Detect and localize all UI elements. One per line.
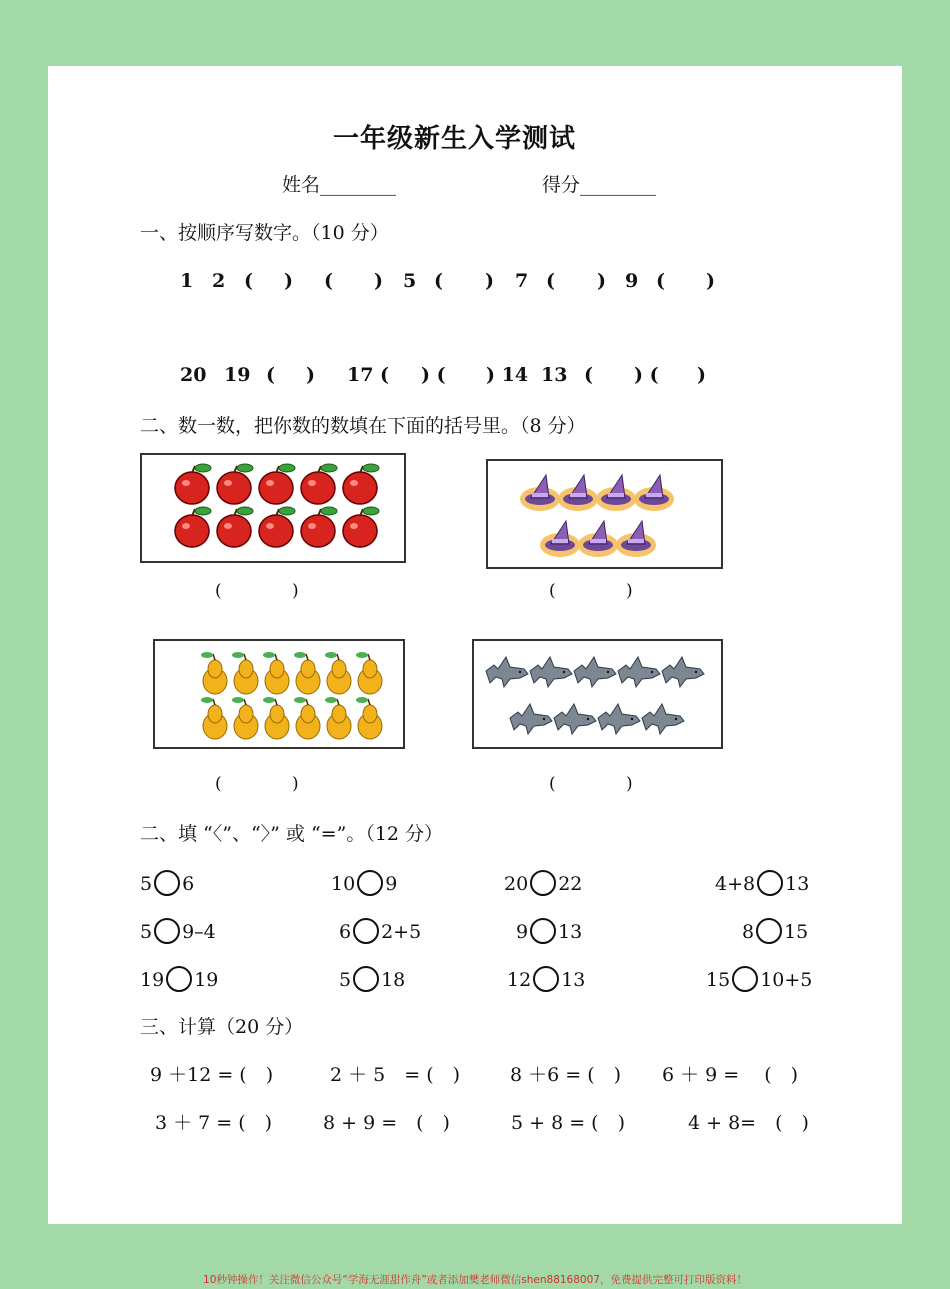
seq-token: 5 — [403, 270, 417, 292]
seq-token: ) — [284, 270, 293, 292]
seq-token: 20 — [180, 364, 207, 386]
compare-item: 5 9–4 — [140, 918, 216, 944]
section-3-heading: 二、填 “〈”、“〉” 或 “=”。（12 分） — [140, 823, 444, 845]
answer-circle — [353, 966, 379, 992]
seq-token: 13 — [541, 364, 568, 386]
apple-icon — [343, 507, 379, 547]
answer-circle — [154, 918, 180, 944]
witch-hat-icon — [558, 475, 598, 511]
seq-token: ) ( — [634, 364, 659, 386]
calc-item: 6 ＋ 9 = ( ) — [662, 1064, 799, 1086]
pears-picture-box — [153, 639, 405, 749]
apple-icon — [259, 507, 295, 547]
calc-item: 4 + 8= ( ) — [688, 1112, 809, 1134]
apple-icon — [175, 507, 211, 547]
calc-item: 9 ＋12 = ( ) — [150, 1064, 274, 1086]
promo-footer: 10秒钟操作！关注微信公众号“学海无涯甜作舟”或者添加樊老师微信shen88168007，免费提供完整可打印版资料！ — [203, 1274, 747, 1286]
witch-hat-icon — [634, 475, 674, 511]
pear-icon — [325, 652, 351, 694]
compare-item: 5 6 — [140, 870, 194, 896]
seq-token: 17 ( — [347, 364, 390, 386]
shark-icon — [486, 657, 528, 687]
seq-token: 1 — [180, 270, 194, 292]
compare-item: 10 9 — [331, 870, 397, 896]
seq-token: ) — [597, 270, 606, 292]
shark-icon — [642, 704, 684, 734]
apple-icon — [343, 464, 379, 504]
seq-token: ) — [306, 364, 315, 386]
apple-icon — [259, 464, 295, 504]
section-2-heading: 二、数一数，把你数的数填在下面的括号里。（8 分） — [140, 415, 586, 437]
apples-image — [142, 455, 404, 561]
apples-picture-box — [140, 453, 406, 563]
compare-item: 20 22 — [504, 870, 582, 896]
compare-item: 15 10+5 — [706, 966, 812, 992]
answer-circle — [756, 918, 782, 944]
score-field: 得分________ — [542, 174, 657, 196]
shark-icon — [662, 657, 704, 687]
seq-token: ) — [485, 270, 494, 292]
answer-circle — [732, 966, 758, 992]
pear-icon — [232, 697, 258, 739]
count-answer-open: ( — [549, 581, 556, 601]
hats-picture-box — [486, 459, 723, 569]
answer-circle — [166, 966, 192, 992]
count-answer-close: ) — [626, 774, 633, 794]
sharks-picture-box — [472, 639, 723, 749]
seq-token: ) — [374, 270, 383, 292]
answer-circle — [530, 870, 556, 896]
answer-circle — [357, 870, 383, 896]
witch-hat-icon — [540, 521, 580, 557]
answer-circle — [757, 870, 783, 896]
count-answer-close: ) — [626, 581, 633, 601]
compare-item: 6 2+5 — [339, 918, 421, 944]
apple-icon — [301, 507, 337, 547]
apple-icon — [217, 464, 253, 504]
seq-token: ( — [244, 270, 253, 292]
seq-token: 2 — [212, 270, 226, 292]
answer-circle — [154, 870, 180, 896]
pear-icon — [325, 697, 351, 739]
seq-token: ( — [656, 270, 665, 292]
seq-token: ) ( — [421, 364, 446, 386]
page-title: 一年级新生入学测试 — [333, 124, 577, 154]
count-answer-open: ( — [215, 581, 222, 601]
name-field: 姓名________ — [282, 174, 397, 196]
apple-icon — [217, 507, 253, 547]
count-answer-open: ( — [549, 774, 556, 794]
seq-token: 9 — [625, 270, 639, 292]
calc-item: 5 + 8 = ( ) — [511, 1112, 626, 1134]
pear-icon — [294, 697, 320, 739]
compare-item: 9 13 — [516, 918, 582, 944]
count-answer-close: ) — [292, 774, 299, 794]
seq-token: ( — [584, 364, 593, 386]
shark-icon — [510, 704, 552, 734]
answer-circle — [530, 918, 556, 944]
pear-icon — [356, 697, 382, 739]
seq-token: ( — [434, 270, 443, 292]
witch-hat-icon — [578, 521, 618, 557]
shark-icon — [618, 657, 660, 687]
pear-icon — [263, 697, 289, 739]
calc-item: 3 ＋ 7 = ( ) — [155, 1112, 273, 1134]
calc-item: 2 ＋ 5 = ( ) — [330, 1064, 461, 1086]
seq-token: ( — [324, 270, 333, 292]
count-answer-open: ( — [215, 774, 222, 794]
witch-hat-icon — [616, 521, 656, 557]
witch-hats-image — [488, 461, 721, 567]
shark-icon — [530, 657, 572, 687]
apple-icon — [175, 464, 211, 504]
count-answer-close: ) — [292, 581, 299, 601]
shark-icon — [598, 704, 640, 734]
witch-hat-icon — [520, 475, 560, 511]
section-4-heading: 三、计算（20 分） — [140, 1016, 304, 1038]
pear-icon — [232, 652, 258, 694]
answer-circle — [353, 918, 379, 944]
calc-item: 8 + 9 = ( ) — [323, 1112, 450, 1134]
compare-item: 4+8 13 — [715, 870, 809, 896]
compare-item: 12 13 — [507, 966, 585, 992]
pear-icon — [263, 652, 289, 694]
pear-icon — [201, 697, 227, 739]
apple-icon — [301, 464, 337, 504]
answer-circle — [533, 966, 559, 992]
seq-token: ) — [697, 364, 706, 386]
compare-item: 19 19 — [140, 966, 218, 992]
sharks-image — [474, 641, 721, 747]
seq-token: 19 — [224, 364, 251, 386]
seq-token: ) — [706, 270, 715, 292]
seq-token: ( — [266, 364, 275, 386]
section-1-heading: 一、按顺序写数字。（10 分） — [140, 222, 389, 244]
calc-item: 8 ＋6 = ( ) — [510, 1064, 622, 1086]
shark-icon — [574, 657, 616, 687]
pear-icon — [356, 652, 382, 694]
seq-token: ( — [546, 270, 555, 292]
compare-item: 5 18 — [339, 966, 405, 992]
pear-icon — [201, 652, 227, 694]
compare-item: 8 15 — [742, 918, 808, 944]
witch-hat-icon — [596, 475, 636, 511]
shark-icon — [554, 704, 596, 734]
seq-token: ) 14 — [486, 364, 529, 386]
seq-token: 7 — [515, 270, 529, 292]
pears-image — [155, 641, 403, 747]
pear-icon — [294, 652, 320, 694]
